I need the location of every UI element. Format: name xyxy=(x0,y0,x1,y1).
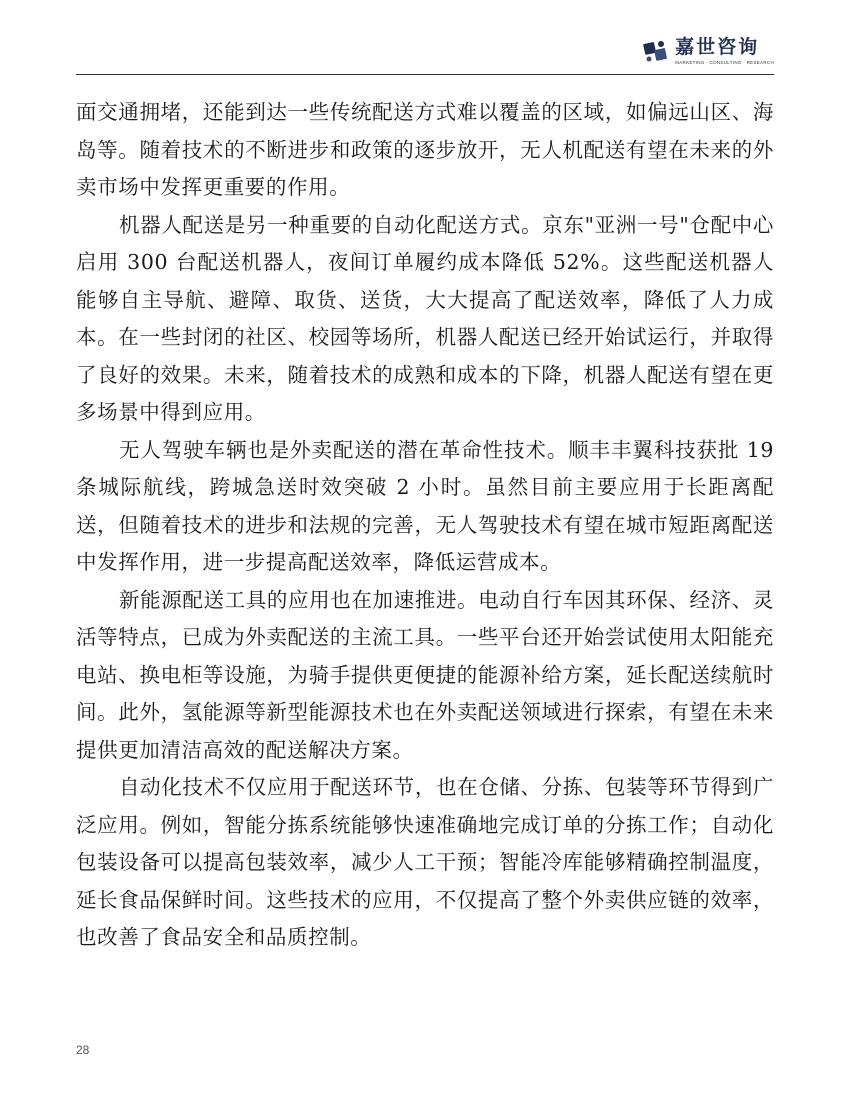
body-text xyxy=(76,94,774,957)
paragraph-drone-continued: 面交通拥堵，还能到达一些传统配送方式难以覆盖的区域，如偏远山区、海岛等。随着技术的不断进步和政策的逐步放开，无人机配送有望在未来的外卖市场中发挥更重要的作用。 xyxy=(76,100,774,199)
jiashi-logo-icon xyxy=(643,38,669,64)
brand xyxy=(643,36,774,65)
page-number: 28 xyxy=(76,1043,90,1057)
paragraph-new-energy: 新能源配送工具的应用也在加速推进。电动自行车因其环保、经济、灵活等特点，已成为外卖配送的主流工具。一些平台还开始尝试使用太阳能充电站、换电柜等设施，为骑手提供更便捷的能源补给方案，延长配送续航时间。此外，氢能源等新型能源技术也在外卖配送领域进行探索，有望在未来提供更加清洁高效的配送解决方案。 xyxy=(76,587,774,762)
brand-name: 嘉世咨询 xyxy=(675,36,760,58)
paragraph-autonomous-vehicles: 无人驾驶车辆也是外卖配送的潜在革命性技术。顺丰丰翼科技获批 19 条城际航线，跨城急送时效突破 2 小时。虽然目前主要应用于长距离配送，但随着技术的进步和法规的完善，无人驾驶技术有望在城市短距离配送中发挥作用，进一步提高配送效率，降低运营成本。 xyxy=(76,437,774,574)
page-header xyxy=(76,30,774,75)
paragraph-robot-delivery: 机器人配送是另一种重要的自动化配送方式。京东"亚洲一号"仓配中心启用 300 台配送机器人，夜间订单履约成本降低 52%。这些配送机器人能够自主导航、避障、取货、送货，大大提高了配送效率，降低了人力成本。在一些封闭的社区、校园等场所，机器人配送已经开始试运行，并取得了良好的效果。未来，随着技术的成熟和成本的下降，机器人配送有望在更多场景中得到应用。 xyxy=(76,212,774,424)
brand-tagline: MARKETING · CONSULTING · RESEARCH xyxy=(675,60,774,65)
paragraph-automation: 自动化技术不仅应用于配送环节，也在仓储、分拣、包装等环节得到广泛应用。例如，智能分拣系统能够快速准确地完成订单的分拣工作；自动化包装设备可以提高包装效率，减少人工干预；智能冷库能够精确控制温度，延长食品保鲜时间。这些技术的应用，不仅提高了整个外卖供应链的效率，也改善了食品安全和品质控制。 xyxy=(76,775,774,949)
